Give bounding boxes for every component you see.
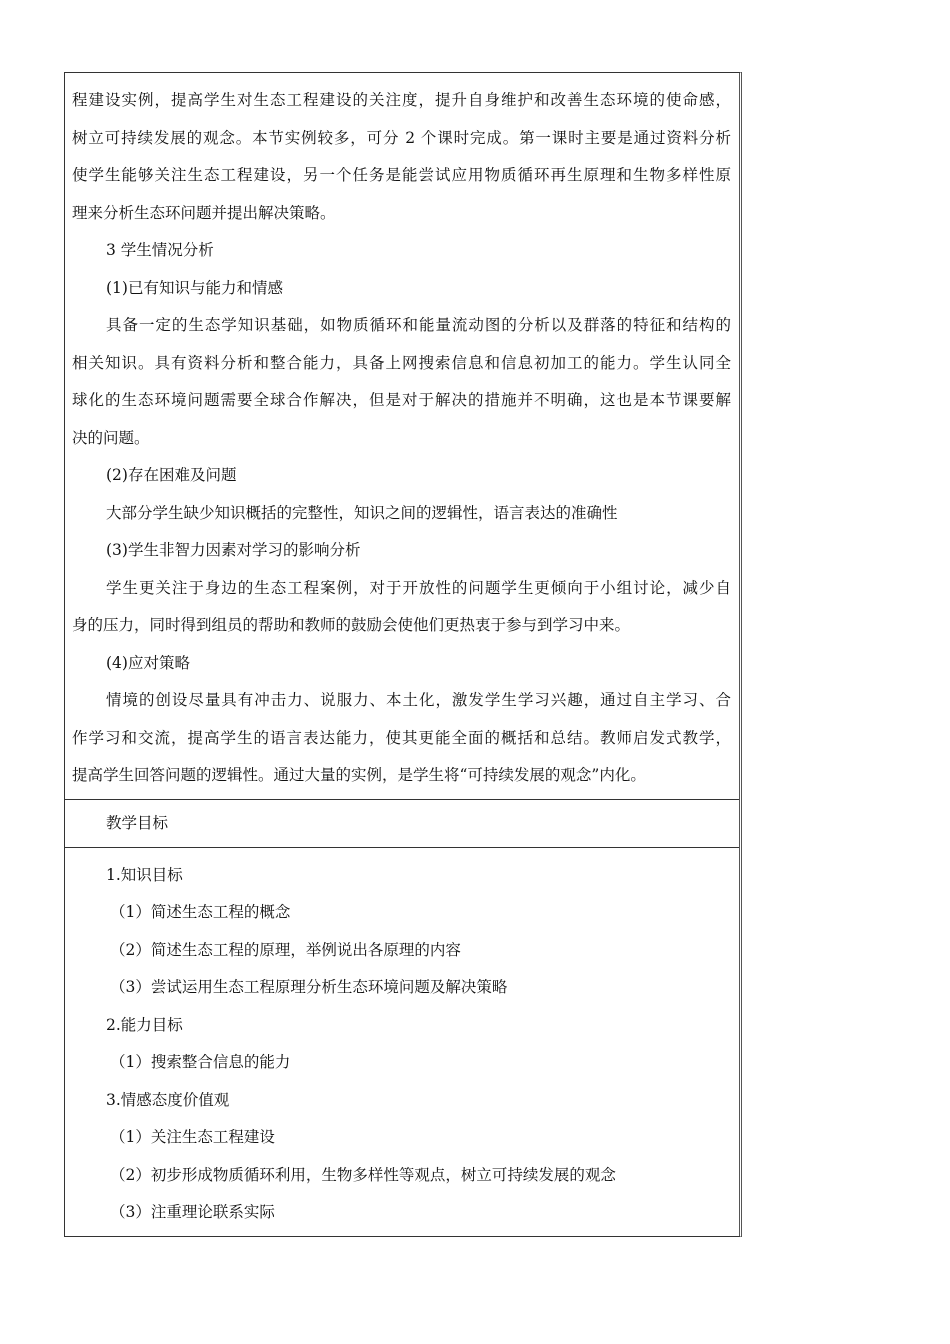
objectives-cell — [65, 847, 739, 1236]
non-intellectual-title: (3)学生非智力因素对学习的影响分析 — [106, 541, 361, 559]
objectives-header-cell — [65, 799, 739, 847]
objectives-header: 教学目标 — [106, 813, 169, 832]
emotion-objective-1: （1）关注生态工程建设 — [110, 1128, 275, 1146]
strategy-title: (4)应对策略 — [106, 653, 190, 672]
existing-knowledge-line-1: 具备一定的生态学知识基础，如物质循环和能量流动图的分析以及群落的特征和结构的 — [106, 316, 731, 334]
ability-objective-1: （1）搜索整合信息的能力 — [110, 1053, 291, 1071]
intro-line-3: 使学生能够关注生态工程建设，另一个任务是能尝试应用物质循环再生原理和生物多样性原 — [72, 166, 731, 184]
intro-line-4: 理来分析生态环问题并提出解决策略。 — [72, 203, 336, 222]
existing-knowledge-line-4: 决的问题。 — [72, 428, 150, 447]
emotion-objective-3: （3）注重理论联系实际 — [110, 1203, 275, 1221]
strategy-line-2: 作学习和交流，提高学生的语言表达能力，使其更能全面的概括和总结。教师启发式教学， — [72, 728, 731, 747]
ability-objectives-title: 2.能力目标 — [106, 1015, 183, 1034]
knowledge-objective-2: （2）简述生态工程的原理，举例说出各原理的内容 — [110, 940, 461, 959]
strategy-line-3: 提高学生回答问题的逻辑性。通过大量的实例，是学生将“可持续发展的观念”内化。 — [72, 766, 646, 784]
student-analysis-heading: 3 学生情况分析 — [106, 241, 214, 259]
difficulties-line-1: 大部分学生缺少知识概括的完整性，知识之间的逻辑性，语言表达的准确性 — [106, 503, 618, 522]
knowledge-objective-3: （3）尝试运用生态工程原理分析生态环境问题及解决策略 — [110, 978, 508, 996]
emotion-objective-2: （2）初步形成物质循环利用，生物多样性等观点，树立可持续发展的观念 — [110, 1165, 616, 1184]
existing-knowledge-title: (1)已有知识与能力和情感 — [106, 278, 283, 297]
intro-line-1: 程建设实例，提高学生对生态工程建设的关注度，提升自身维护和改善生态环境的使命感， — [72, 91, 731, 109]
existing-knowledge-line-2: 相关知识。具有资料分析和整合能力，具备上网搜索信息和信息初加工的能力。学生认同全 — [72, 353, 731, 372]
strategy-line-1: 情境的创设尽量具有冲击力、说服力、本土化，激发学生学习兴趣，通过自主学习、合 — [106, 691, 731, 709]
emotion-objectives-title: 3.情感态度价值观 — [106, 1090, 230, 1109]
non-intellectual-line-2: 身的压力，同时得到组员的帮助和教师的鼓励会使他们更热衷于参与到学习中来。 — [72, 616, 631, 634]
non-intellectual-line-1: 学生更关注于身边的生态工程案例，对于开放性的问题学生更倾向于小组讨论，减少自 — [106, 578, 731, 597]
difficulties-title: (2)存在困难及问题 — [106, 466, 237, 484]
student-analysis-cell — [65, 73, 739, 799]
knowledge-objective-1: （1）简述生态工程的概念 — [110, 903, 291, 921]
existing-knowledge-line-3: 球化的生态环境问题需要全球合作解决，但是对于解决的措施并不明确，这也是本节课要解 — [72, 391, 731, 409]
lesson-plan-table — [64, 72, 742, 1237]
knowledge-objectives-title: 1.知识目标 — [106, 865, 183, 884]
intro-line-2: 树立可持续发展的观念。本节实例较多，可分 2 个课时完成。第一课时主要是通过资料分析 — [72, 128, 731, 147]
